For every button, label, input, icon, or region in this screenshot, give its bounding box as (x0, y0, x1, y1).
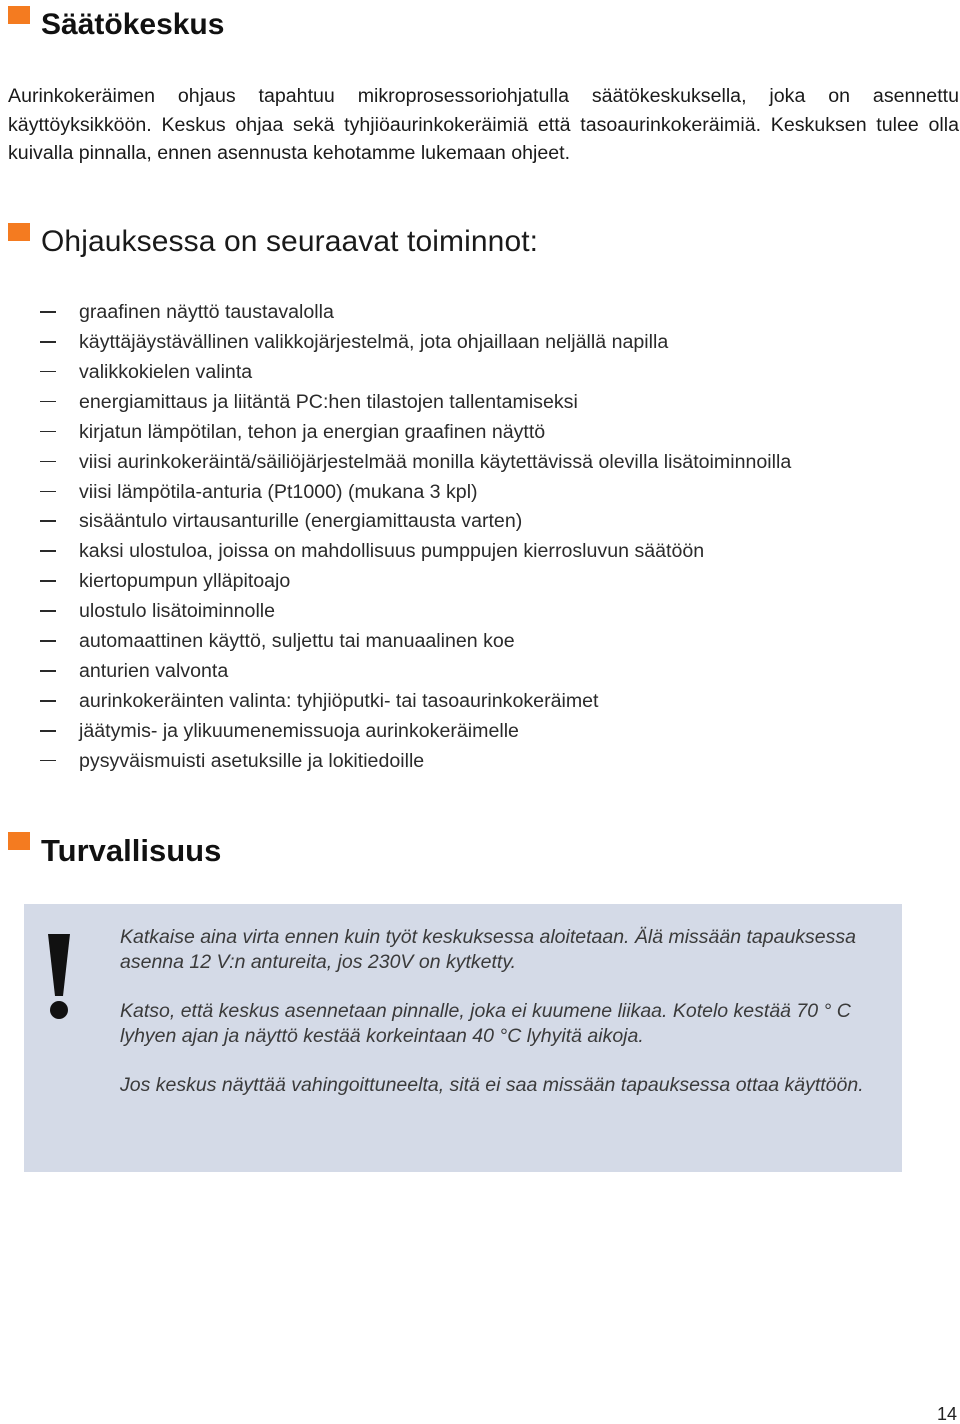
dash-bullet-icon (40, 730, 56, 732)
list-item-text: sisääntulo virtausanturille (energiamittausta varten) (79, 510, 523, 533)
dash-bullet-icon (40, 341, 56, 343)
dash-bullet-icon (40, 311, 56, 313)
dash-bullet-icon (40, 371, 56, 373)
list-item-text: anturien valvonta (79, 660, 229, 683)
list-item-text: pysyväismuisti asetuksille ja lokitiedoille (79, 749, 425, 772)
dash-bullet-icon (40, 431, 56, 433)
safety-heading: Turvallisuus (41, 833, 222, 868)
dash-bullet-icon (40, 401, 56, 403)
section-heading-functions (8, 223, 538, 257)
list-item-text: käyttäjäystävällinen valikkojärjestelmä, jota ohjaillaan neljällä napilla (79, 330, 669, 353)
intro-text: Aurinkokeräimen ohjaus tapahtuu mikroprosessoriohjatulla säätökeskuksella, joka on asennettu käyttöyksikköön. Keskus ohjaa sekä tyhjiöaurinkokeräimiä että tasoaurinkokeräimiä. Keskuksen tulee olla kuivalla pinnalla, ennen asennusta kehotamme lukemaan ohjeet. (8, 85, 959, 164)
dash-bullet-icon (40, 491, 56, 493)
section-heading-safety (8, 832, 221, 866)
orange-square-icon (8, 223, 30, 241)
list-item-text: aurinkokeräinten valinta: tyhjiöputki- tai tasoaurinkokeräimet (79, 689, 599, 712)
warning-text: Jos keskus näyttää vahingoittuneelta, sitä ei saa missään tapauksessa ottaa käyttöön. (120, 1074, 864, 1096)
dash-bullet-icon (40, 700, 56, 702)
dash-bullet-icon (40, 461, 56, 463)
list-item-text: viisi aurinkokeräintä/säiliöjärjestelmää monilla käytettävissä olevilla lisätoiminnoilla (79, 450, 792, 473)
dash-bullet-icon (40, 760, 56, 762)
orange-square-icon (8, 6, 30, 24)
list-item-text: viisi lämpötila-anturia (Pt1000) (mukana 3 kpl) (79, 480, 478, 503)
features-heading: Ohjauksessa on seuraavat toiminnot: (41, 225, 539, 258)
page-number: 14 (937, 1404, 958, 1424)
list-item-text: valikkokielen valinta (79, 360, 253, 383)
intro-paragraph (8, 82, 959, 168)
list-item-text: energiamittaus ja liitäntä PC:hen tilastojen tallentamiseksi (79, 390, 578, 413)
dash-bullet-icon (40, 610, 56, 612)
dash-bullet-icon (40, 550, 56, 552)
dash-bullet-icon (40, 640, 56, 642)
warning-text: Katso, että keskus asennetaan pinnalle, joka ei kuumene liikaa. Kotelo kestää 70 ° C lyhyen ajan ja näyttö kestää korkeintaan 40 °C lyhyitä aikoja. (120, 1000, 851, 1047)
page-title: Säätökeskus (41, 8, 225, 41)
list-item-text: jäätymis- ja ylikuumenemissuoja aurinkokeräimelle (79, 719, 519, 742)
dash-bullet-icon (40, 580, 56, 582)
warning-text: Katkaise aina virta ennen kuin työt keskuksessa aloitetaan. Älä missään tapauksessa asenna 12 V:n antureita, jos 230V on kytketty. (120, 926, 857, 973)
list-item-text: kirjatun lämpötilan, tehon ja energian graafinen näyttö (79, 420, 546, 443)
dash-bullet-icon (40, 520, 56, 522)
section-heading-saatokeskus (8, 6, 224, 40)
orange-square-icon (8, 832, 30, 850)
list-item-text: kaksi ulostuloa, joissa on mahdollisuus pumppujen kierrosluvun säätöön (79, 540, 705, 563)
list-item-text: ulostulo lisätoiminnolle (79, 600, 276, 623)
exclamation-icon (46, 930, 72, 1022)
warning-box (24, 904, 902, 1172)
dash-bullet-icon (40, 670, 56, 672)
list-item-text: automaattinen käyttö, suljettu tai manuaalinen koe (79, 630, 515, 653)
list-item-text: graafinen näyttö taustavalolla (79, 301, 334, 323)
list-item-text: kiertopumpun ylläpitoajo (79, 570, 291, 593)
